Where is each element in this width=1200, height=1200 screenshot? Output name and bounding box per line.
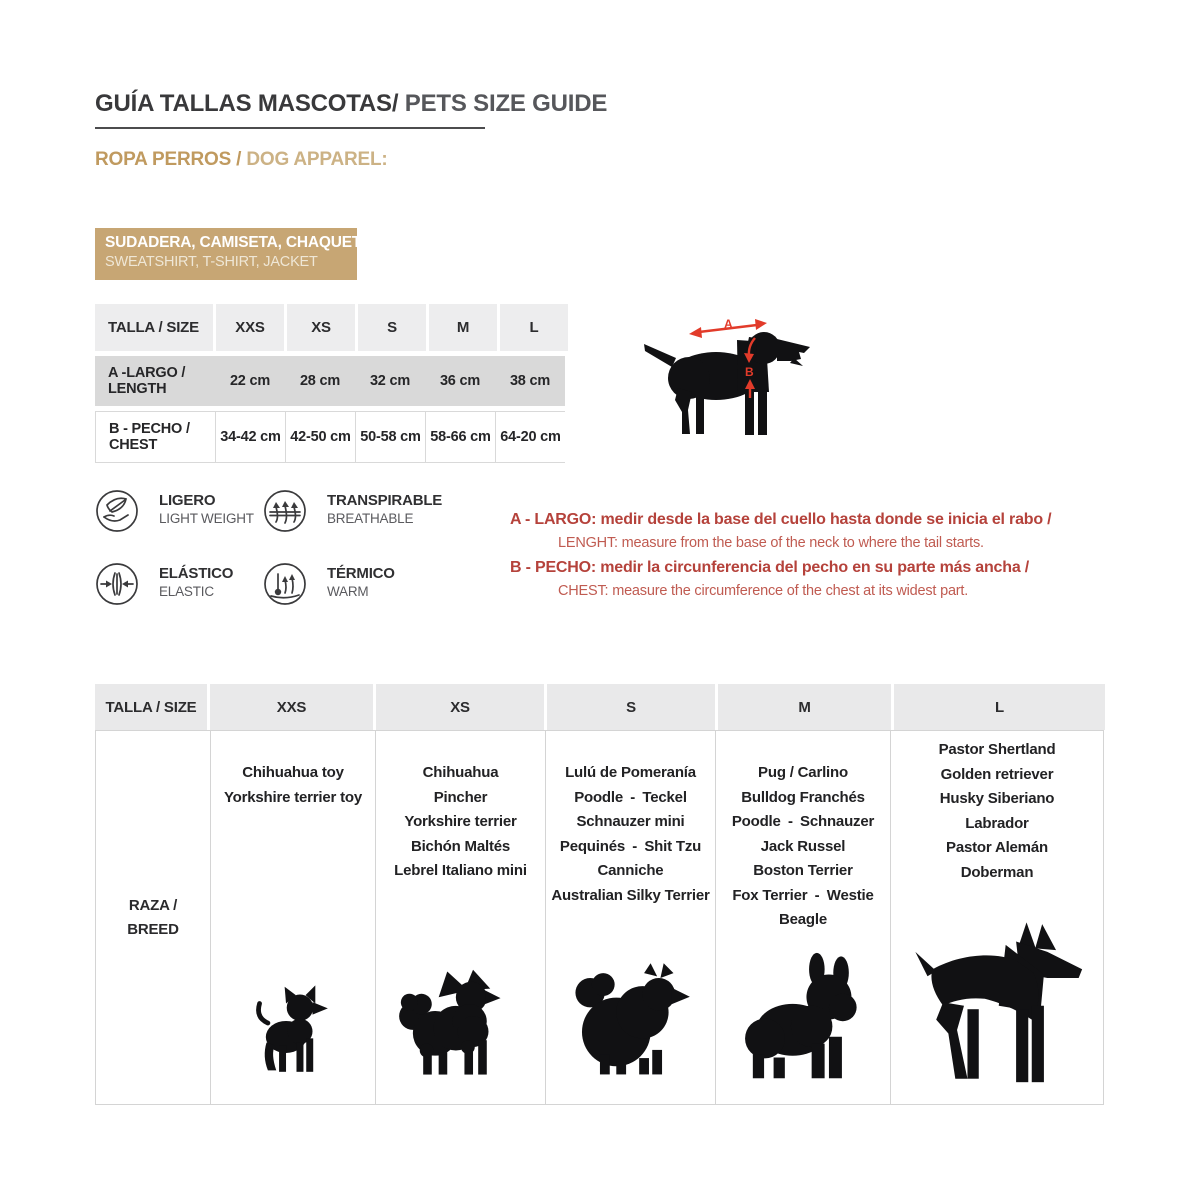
- breed-cell-m: [716, 731, 890, 1104]
- feature-elastic: [95, 562, 233, 606]
- title-english: PETS SIZE GUIDE: [398, 90, 608, 117]
- feature-breathable: [263, 489, 442, 533]
- size-col-xs: XS: [287, 304, 355, 351]
- raza-line2: BREED: [127, 920, 179, 938]
- arrow-label-a: A: [724, 317, 733, 331]
- category-label-en: SWEATSHIRT, T-SHIRT, JACKET: [105, 254, 318, 271]
- breed-header-l: L: [894, 684, 1105, 730]
- breed-cell-xxs: [211, 731, 375, 1104]
- note-b-bold: B - PECHO: medir la circunferencia del pecho en su parte más ancha /: [510, 559, 1030, 576]
- breed-cell-l: [891, 731, 1103, 1104]
- feature-name-en: WARM: [327, 584, 369, 599]
- breed-table-header: [95, 684, 1105, 730]
- breed-item: Yorkshire terrier toy: [223, 788, 363, 806]
- chest-xxs: 34-42 cm: [216, 412, 285, 462]
- category-label-es: SUDADERA, CAMISETA, CHAQUETA/: [105, 234, 376, 251]
- size-table-header-label: TALLA / SIZE: [95, 304, 213, 351]
- page-title: [95, 90, 607, 129]
- breed-item: Pug / Carlino: [758, 764, 848, 781]
- breed-item: Pincher: [433, 788, 488, 806]
- breed-list-s: [546, 731, 715, 908]
- size-table-header: [95, 304, 565, 351]
- size-col-xxs: XXS: [216, 304, 284, 351]
- note-a-light: LENGHT: measure from the base of the neck to where the tail starts.: [558, 535, 984, 551]
- note-a-bold: A - LARGO: medir desde la base del cuello hasta donde se inicia el rabo /: [510, 511, 1052, 528]
- labrador-silhouette: [642, 316, 820, 442]
- chihuahua-silhouette: [249, 984, 337, 1076]
- arrow-label-b: B: [745, 365, 754, 379]
- breed-item: Lulú de Pomeranía: [565, 764, 696, 781]
- breed-list-xxs: [211, 731, 375, 810]
- subtitle-english: DOG APPAREL:: [246, 149, 388, 170]
- breed-item: Poodle - Teckel: [574, 788, 687, 806]
- note-b-light: CHEST: measure the circumference of the chest at its widest part.: [558, 583, 969, 599]
- breathable-icon: [263, 489, 307, 533]
- breed-item: Beagle: [779, 911, 827, 928]
- breed-item: Husky Siberiano: [939, 790, 1055, 807]
- breed-item: Chihuahua toy: [242, 764, 344, 781]
- breed-list-l: [891, 731, 1103, 885]
- size-col-s: S: [358, 304, 426, 351]
- breed-item: Pequinés - Shit Tzu: [559, 837, 702, 855]
- breed-cell-xs: [376, 731, 545, 1104]
- papillon-silhouette: [392, 968, 530, 1078]
- breed-item: Bulldog Franchés: [741, 788, 865, 806]
- thermometer-icon: [263, 562, 307, 606]
- size-table: [95, 304, 565, 463]
- feature-name-en: LIGHT WEIGHT: [159, 511, 254, 526]
- breed-item: Doberman: [960, 863, 1034, 881]
- length-l: 38 cm: [509, 373, 551, 389]
- breed-item: Fox Terrier - Westie: [732, 886, 874, 904]
- feature-name-en: BREATHABLE: [327, 511, 414, 526]
- measuring-diagram: [642, 316, 820, 447]
- breed-item: Australian Silky Terrier: [551, 886, 710, 904]
- chest-row-label: B - PECHO / CHEST: [96, 412, 215, 462]
- doberman-silhouette: [895, 920, 1100, 1088]
- title-underline: [95, 127, 485, 129]
- breed-item: Pastor Alemán: [946, 839, 1048, 856]
- elastic-icon: [95, 562, 139, 606]
- chest-xs: 42-50 cm: [286, 412, 355, 462]
- french-bulldog-silhouette: [739, 950, 867, 1082]
- chest-s: 50-58 cm: [356, 412, 425, 462]
- breed-item: Golden retriever: [940, 765, 1054, 783]
- breed-cell-s: [546, 731, 715, 1104]
- size-col-l: L: [500, 304, 568, 351]
- breed-item: Poodle - Schnauzer: [731, 813, 875, 830]
- length-m: 36 cm: [439, 373, 481, 389]
- breed-item: Schnauzer mini: [576, 813, 685, 830]
- breed-header-xxs: XXS: [210, 684, 373, 730]
- title-spanish: GUÍA TALLAS MASCOTAS/: [95, 90, 399, 117]
- breed-table-body: [95, 730, 1104, 1105]
- feature-name-en: ELASTIC: [159, 584, 214, 599]
- breed-list-xs: [376, 731, 545, 884]
- chest-row: [95, 411, 565, 463]
- measuring-notes: [510, 509, 1051, 605]
- breed-list-m: [716, 731, 890, 933]
- breed-header-s: S: [547, 684, 715, 730]
- breed-item: Jack Russel: [760, 837, 846, 855]
- breed-item: Yorkshire terrier: [404, 813, 517, 830]
- feature-name-es: LIGERO: [159, 492, 216, 509]
- feature-name-es: TRANSPIRABLE: [327, 492, 443, 509]
- breed-item: Boston Terrier: [753, 862, 853, 879]
- breed-header-label: TALLA / SIZE: [95, 684, 207, 730]
- breed-row-label: [96, 731, 210, 1104]
- length-xs: 28 cm: [299, 373, 341, 389]
- length-row: [95, 356, 565, 406]
- breed-item: Bichón Maltés: [410, 837, 511, 855]
- garment-category-box: [95, 228, 376, 280]
- feature-name-es: TÉRMICO: [327, 565, 395, 582]
- breed-item: Pastor Shertland: [938, 741, 1056, 758]
- feature-lightweight: [95, 489, 254, 533]
- pomeranian-silhouette: [564, 963, 698, 1078]
- section-subtitle: [95, 149, 388, 171]
- size-col-m: M: [429, 304, 497, 351]
- breed-item: Lebrel Italiano mini: [394, 862, 527, 879]
- breed-item: Chihuahua: [422, 764, 499, 781]
- raza-line1: RAZA /: [128, 896, 178, 914]
- breed-header-m: M: [718, 684, 891, 730]
- chest-m: 58-66 cm: [426, 412, 495, 462]
- feature-name-es: ELÁSTICO: [159, 565, 234, 582]
- chest-l: 64-20 cm: [496, 412, 565, 462]
- feather-hand-icon: [95, 489, 139, 533]
- feature-warm: [263, 562, 395, 606]
- breed-header-xs: XS: [376, 684, 544, 730]
- subtitle-spanish: ROPA PERROS /: [95, 149, 247, 170]
- breed-item: Canniche: [597, 862, 664, 879]
- length-row-label: A -LARGO / LENGTH: [108, 365, 186, 397]
- breed-item: Labrador: [965, 814, 1029, 832]
- length-s: 32 cm: [369, 373, 411, 389]
- length-xxs: 22 cm: [229, 373, 271, 389]
